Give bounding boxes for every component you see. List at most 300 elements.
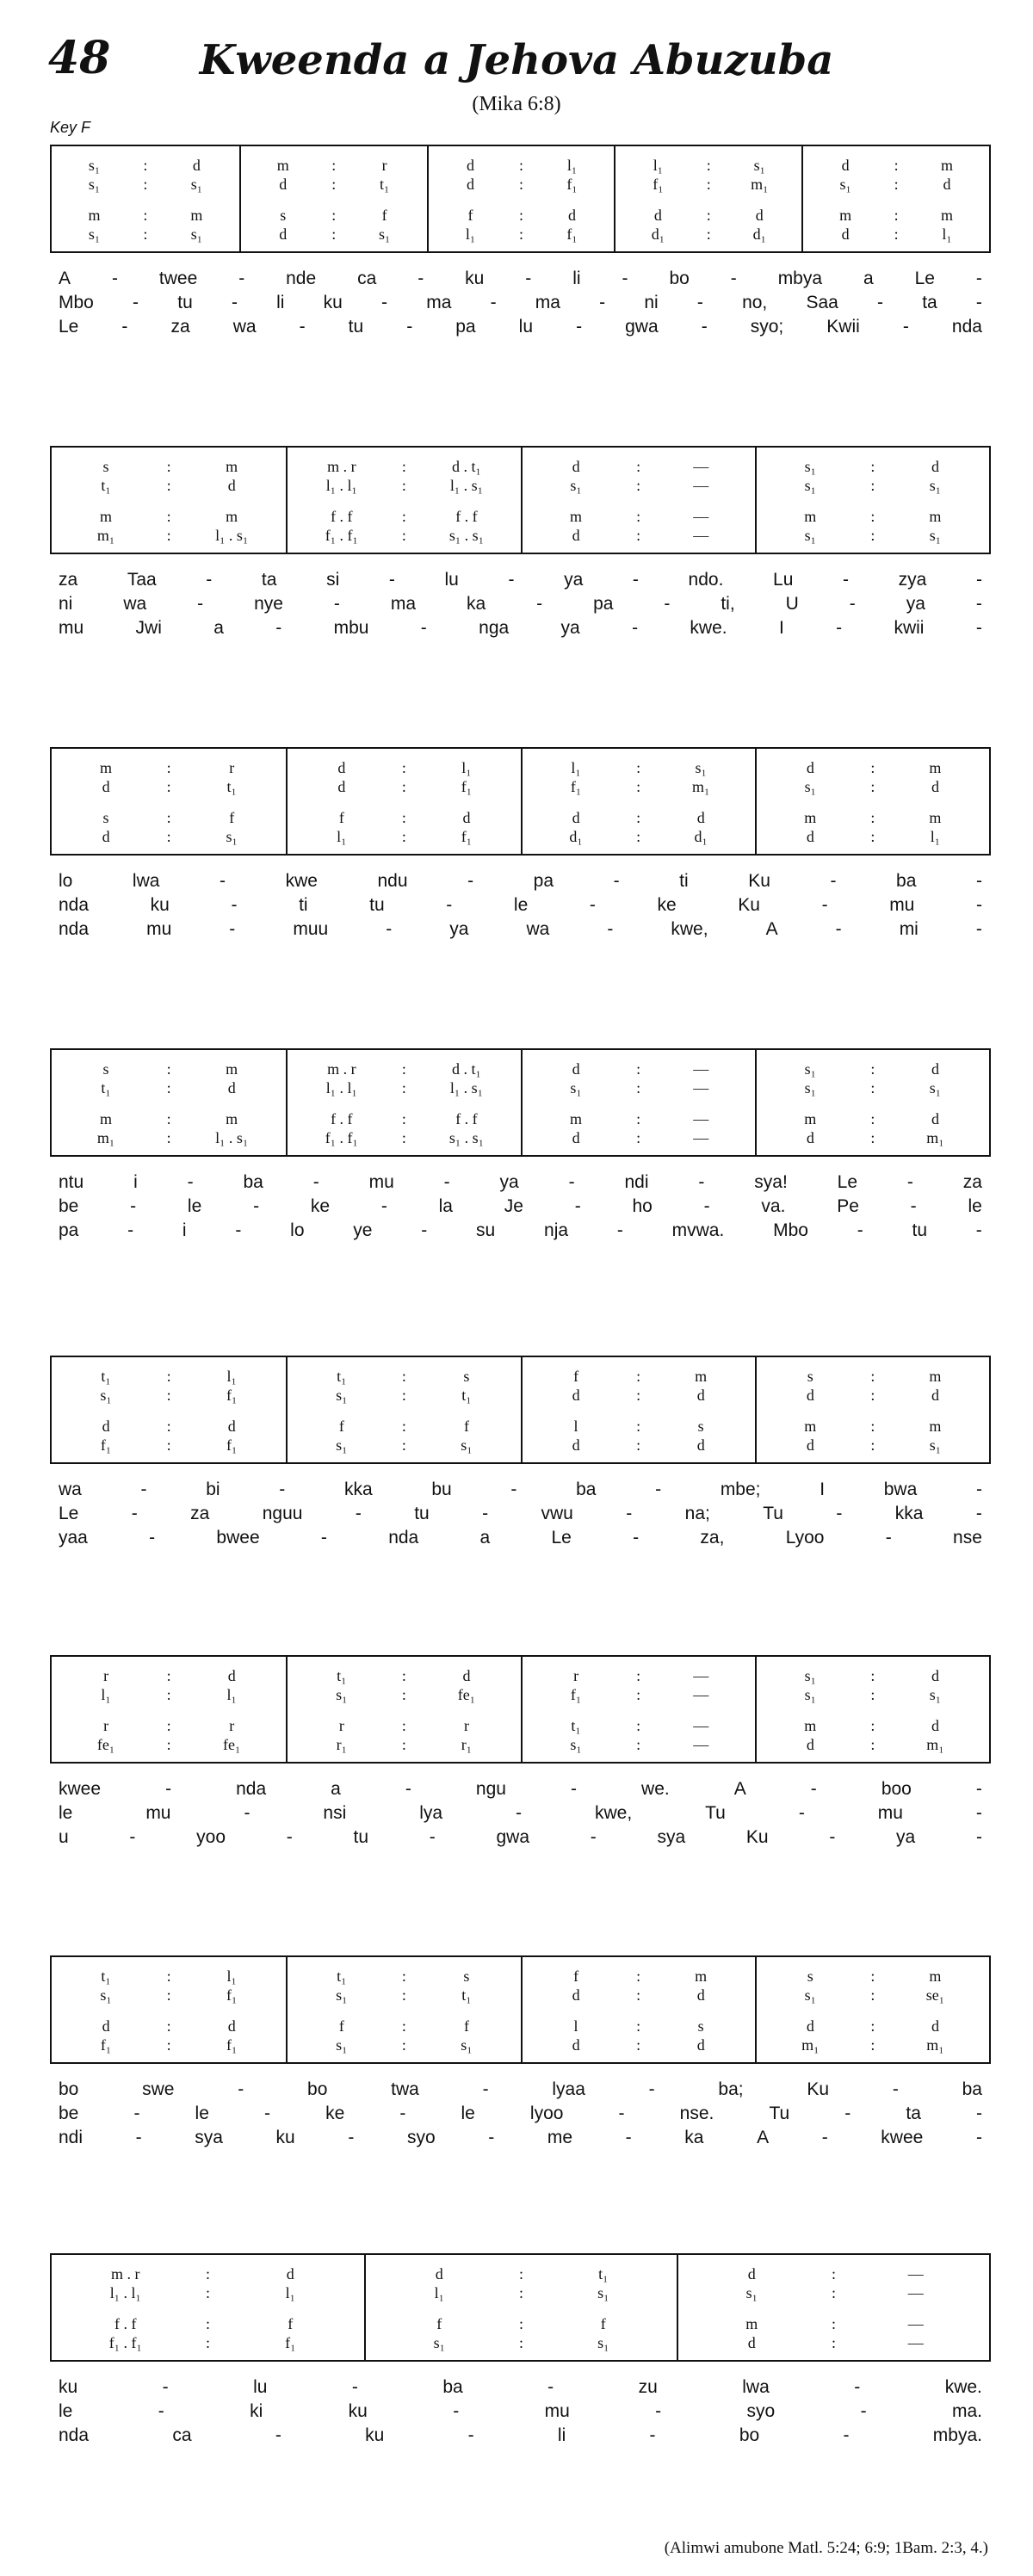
note: t₁ [461, 1387, 472, 1404]
lyric-syllable: - [140, 1480, 147, 1499]
lyric-syllable: Ku [748, 871, 770, 891]
beat-separator: : [636, 1387, 641, 1404]
lyric-syllable: be [59, 2103, 79, 2123]
voice-line [52, 176, 239, 194]
note: f₁ [226, 1986, 238, 2004]
beat-separator: : [636, 1418, 641, 1435]
lyric-syllable: - [381, 293, 388, 312]
lyric-syllable: sya [195, 2128, 223, 2147]
lyric-syllable: mu [145, 1803, 171, 1823]
beat-separator: : [870, 1129, 875, 1146]
lyric-syllable: wa [232, 317, 257, 337]
lyric-syllable: - [111, 269, 118, 288]
note: m [695, 1968, 708, 1985]
note: d [806, 759, 814, 776]
note: f . f [455, 1110, 478, 1127]
lyric-syllable: lo [290, 1220, 305, 1240]
measure [52, 1050, 286, 1155]
voice-line [288, 1418, 520, 1436]
note: m [570, 508, 583, 525]
lyric-syllable: - [275, 618, 282, 638]
lyric-syllable: - [632, 618, 639, 638]
key-signature: Key F [50, 119, 91, 136]
lyric-syllable: Le [914, 269, 935, 288]
lyric-syllable: - [231, 293, 238, 312]
lyric-syllable: lyoo [529, 2103, 564, 2123]
voice-line [288, 1436, 520, 1455]
lyric-syllable: lya [419, 1803, 443, 1823]
beat-separator: : [894, 176, 899, 193]
lyric-syllable: la [438, 1196, 453, 1216]
lyric-syllable: - [220, 871, 226, 891]
voice-line [52, 207, 239, 225]
measure [286, 1357, 520, 1462]
lyric-syllable: - [568, 1172, 575, 1192]
lyric-syllable: ku [275, 2128, 295, 2147]
notation-box [50, 145, 991, 253]
note: d [696, 2036, 705, 2054]
note: r [103, 1667, 109, 1684]
lyric-syllable: le [195, 2103, 209, 2123]
note: s₁ [804, 1986, 816, 2004]
beat-separator: : [205, 2284, 210, 2301]
beat-separator: : [205, 2265, 210, 2283]
note: d [696, 1986, 705, 2004]
lyric-syllable: - [429, 1827, 436, 1847]
voice-line [288, 1667, 520, 1685]
note: f [463, 2017, 469, 2035]
note: — [907, 2265, 924, 2283]
note: s [102, 809, 109, 826]
voice-line [288, 1079, 520, 1097]
lyric-syllable: ku [365, 2425, 385, 2445]
voice-line [288, 809, 520, 827]
voice-line [678, 2334, 989, 2352]
beat-separator: : [166, 1129, 171, 1146]
lyric-syllable: mbya. [932, 2425, 982, 2445]
voice-line [523, 1736, 755, 1754]
music-system [50, 2253, 991, 2449]
lyric-syllable: - [536, 594, 543, 614]
note: f₁ [226, 2036, 238, 2054]
lyric-syllable: Le [59, 1504, 79, 1523]
note: m₁ [926, 1129, 944, 1146]
lyric-syllable: ma [535, 293, 560, 312]
note: f [573, 1368, 579, 1385]
voice-line [757, 1436, 989, 1455]
lyric-syllable: - [231, 895, 238, 915]
note: m [929, 1968, 942, 1985]
note: m₁ [801, 2036, 820, 2054]
beat-separator: : [706, 157, 711, 174]
note: s₁ [100, 1986, 112, 2004]
voice-line [757, 2036, 989, 2054]
lyric-syllable: pa [593, 594, 614, 614]
note: s [102, 458, 109, 475]
voice-line [757, 1686, 989, 1704]
lyric-syllable: bo [739, 2425, 760, 2445]
voice-line [757, 1717, 989, 1735]
lyric-syllable: - [467, 871, 474, 891]
voice-line [757, 1079, 989, 1097]
lyric-syllable: syo; [750, 317, 784, 337]
voice-line [523, 1717, 755, 1735]
note: s₁ . s₁ [448, 527, 484, 544]
lyric-syllable: na; [684, 1504, 710, 1523]
voice-line [288, 1986, 520, 2005]
beat-separator: : [331, 225, 337, 243]
lyric-syllable: kwe, [594, 1803, 633, 1823]
voice-line [615, 225, 801, 244]
note: s₁ [929, 527, 942, 544]
voice-line [523, 1079, 755, 1097]
note: — [907, 2315, 924, 2332]
lyric-syllable: ndo. [688, 570, 724, 590]
lyric-syllable: - [877, 293, 884, 312]
beat-separator: : [401, 1968, 406, 1985]
beat-separator: : [143, 176, 148, 193]
page-header [0, 0, 1033, 138]
beat-separator: : [870, 759, 875, 776]
note: d [572, 527, 580, 544]
lyric-syllable: - [849, 594, 856, 614]
lyric-syllable: ba; [718, 2079, 744, 2099]
note: — [693, 458, 709, 475]
beat-separator: : [870, 1686, 875, 1703]
voice-line [366, 2284, 677, 2302]
lyrics-block [50, 1480, 991, 1552]
lyric-syllable: - [810, 1779, 817, 1799]
note: d . t₁ [452, 458, 481, 475]
beat-separator: : [143, 157, 148, 174]
lyric-syllable: ma [390, 594, 417, 614]
note: l₁ . l₁ [109, 2284, 141, 2301]
voice-line [757, 1368, 989, 1386]
lyric-line [50, 1220, 991, 1245]
note: l₁ [226, 1368, 237, 1385]
beat-separator: : [518, 157, 523, 174]
beat-separator: : [636, 477, 641, 494]
beat-separator: : [870, 1418, 875, 1435]
note: s₁ . s₁ [448, 1129, 484, 1146]
lyric-syllable: - [701, 317, 708, 337]
lyric-syllable: - [131, 1504, 138, 1523]
measure [286, 1657, 520, 1762]
lyric-syllable: ba [442, 2377, 463, 2397]
lyric-syllable: nda [236, 1779, 267, 1799]
voice-line [52, 527, 286, 545]
beat-separator: : [401, 759, 406, 776]
note: m₁ [926, 1736, 944, 1753]
lyric-syllable: a [863, 269, 874, 288]
lyric-syllable: si [326, 570, 340, 590]
voice-line [757, 1418, 989, 1436]
beat-separator: : [870, 1079, 875, 1096]
lyric-syllable: kwee [59, 1779, 102, 1799]
voice-line [523, 1968, 755, 1986]
beat-separator: : [166, 1418, 171, 1435]
lyric-syllable: bu [431, 1480, 452, 1499]
beat-separator: : [636, 1110, 641, 1127]
lyric-syllable: - [264, 2103, 270, 2123]
beat-separator: : [401, 1686, 406, 1703]
lyric-syllable: ya [560, 618, 580, 638]
lyric-syllable: lyaa [552, 2079, 585, 2099]
lyric-syllable: - [380, 1196, 387, 1216]
beat-separator: : [166, 1368, 171, 1385]
voice-line [757, 477, 989, 495]
lyric-syllable: Saa [806, 293, 838, 312]
note: d [806, 1436, 814, 1454]
lyric-syllable: - [418, 269, 424, 288]
lyric-syllable: ca [357, 269, 377, 288]
beat-separator: : [518, 225, 523, 243]
note: m [839, 207, 852, 224]
note: — [693, 1060, 709, 1078]
lyric-syllable: vwu [541, 1504, 573, 1523]
beat-separator: : [401, 2036, 406, 2054]
beat-separator: : [636, 1986, 641, 2004]
note: d [102, 1418, 110, 1435]
lyric-syllable: li [572, 269, 581, 288]
lyric-syllable: - [590, 1827, 597, 1847]
notation-box [50, 2253, 991, 2362]
lyric-line [50, 895, 991, 919]
lyric-syllable: - [975, 1827, 982, 1847]
beat-separator: : [401, 1986, 406, 2004]
lyric-syllable: - [798, 1803, 805, 1823]
note: d₁ [651, 225, 665, 243]
beat-separator: : [870, 1736, 875, 1753]
note: m [226, 458, 238, 475]
voice-line [52, 1686, 286, 1704]
voice-line [523, 828, 755, 846]
lyric-syllable: mu [877, 1803, 903, 1823]
lyric-syllable: - [843, 570, 850, 590]
measure [521, 1957, 755, 2062]
lyric-syllable: - [975, 919, 982, 939]
note: s₁ [804, 527, 816, 544]
voice-line [288, 1368, 520, 1386]
note: l₁ . l₁ [325, 477, 357, 494]
beat-separator: : [636, 1968, 641, 1985]
lyric-syllable: bo [669, 269, 690, 288]
beat-separator: : [636, 1436, 641, 1454]
voice-line [52, 2036, 286, 2054]
lyric-syllable: swe [142, 2079, 175, 2099]
lyric-syllable: - [975, 2103, 982, 2123]
beat-separator: : [401, 1129, 406, 1146]
note: d [931, 1060, 939, 1078]
lyric-syllable: lwa [742, 2377, 770, 2397]
lyric-syllable: za, [700, 1528, 725, 1547]
lyric-syllable: - [253, 1196, 260, 1216]
note: m₁ [692, 778, 710, 795]
note: m [929, 1418, 942, 1435]
lyric-line [50, 2377, 991, 2401]
voice-line [757, 458, 989, 476]
beat-separator: : [636, 458, 641, 475]
lyric-syllable: - [162, 2377, 169, 2397]
beat-separator: : [166, 2036, 171, 2054]
note: d [806, 1736, 814, 1753]
note: d₁ [694, 828, 708, 845]
note: s [807, 1968, 813, 1985]
measure [755, 1050, 989, 1155]
note: r [229, 759, 235, 776]
voice-line [523, 527, 755, 545]
note: m [804, 809, 817, 826]
lyric-syllable: kwe, [671, 919, 708, 939]
lyric-syllable: ki [250, 2401, 263, 2421]
note: — [693, 477, 709, 494]
lyric-syllable: - [829, 1827, 836, 1847]
note: l₁ [226, 1968, 237, 1985]
lyric-syllable: ka [466, 594, 486, 614]
lyric-syllable: - [510, 1480, 517, 1499]
lyric-syllable: - [482, 2079, 489, 2099]
voice-line [757, 527, 989, 545]
voice-line [288, 2017, 520, 2035]
voice-line [523, 1436, 755, 1455]
lyric-syllable: kwe [285, 871, 318, 891]
notation-box [50, 1655, 991, 1764]
lyric-line [50, 594, 991, 618]
voice-line [523, 759, 755, 777]
beat-separator: : [518, 176, 523, 193]
lyric-syllable: Lu [773, 570, 794, 590]
voice-line [615, 157, 801, 175]
lyric-line [50, 1779, 991, 1803]
note: d [806, 828, 814, 845]
voice-line [288, 1717, 520, 1735]
note: l₁ [465, 225, 476, 243]
lyric-syllable: nda [388, 1528, 419, 1547]
voice-line [523, 2017, 755, 2035]
lyric-syllable: Tu [769, 2103, 790, 2123]
beat-separator: : [166, 1079, 171, 1096]
lyric-syllable: - [482, 1504, 489, 1523]
hymn-title: Kweenda a Jehova Abuzuba [199, 36, 834, 84]
voice-line [757, 1387, 989, 1405]
note: d₁ [569, 828, 583, 845]
note: l₁ [930, 828, 941, 845]
measure [52, 749, 286, 854]
lyric-line [50, 269, 991, 293]
lyric-syllable: ku [59, 2377, 78, 2397]
voice-line [52, 828, 286, 846]
note: d [943, 176, 951, 193]
measure [239, 146, 427, 251]
beat-separator: : [870, 1060, 875, 1078]
measure [677, 2255, 989, 2360]
voice-line [523, 1110, 755, 1128]
lyric-syllable: - [844, 2103, 851, 2123]
note: f [467, 207, 473, 224]
beat-separator: : [166, 527, 171, 544]
note: d [192, 157, 201, 174]
note: s [697, 1418, 704, 1435]
lyric-syllable: - [279, 1480, 286, 1499]
note: l₁ [434, 2284, 444, 2301]
note: — [693, 1736, 709, 1753]
note: s₁ [336, 2036, 348, 2054]
lyric-syllable: - [618, 2103, 625, 2123]
note: l₁ [653, 157, 663, 174]
lyric-syllable: - [453, 2401, 460, 2421]
note: m [570, 1110, 583, 1127]
note: t₁ [598, 2265, 609, 2283]
note: — [693, 1129, 709, 1146]
note: f₁ [226, 1387, 238, 1404]
beat-separator: : [831, 2315, 836, 2332]
lyric-syllable: ta [906, 2103, 921, 2123]
beat-separator: : [401, 778, 406, 795]
lyric-syllable: - [406, 317, 413, 337]
lyric-syllable: ta [261, 570, 277, 590]
lyric-syllable: - [975, 1220, 982, 1240]
beat-separator: : [518, 207, 523, 224]
lyric-syllable: Pe [837, 1196, 859, 1216]
lyric-syllable: - [843, 2425, 850, 2445]
lyric-syllable: - [975, 1803, 982, 1823]
voice-line [757, 1986, 989, 2005]
note: d₁ [752, 225, 766, 243]
lyric-syllable: - [187, 1172, 194, 1192]
note: d [572, 1129, 580, 1146]
lyric-syllable: lu [253, 2377, 268, 2397]
lyric-syllable: a [331, 1779, 341, 1799]
note: m . r [111, 2265, 140, 2283]
beat-separator: : [518, 2265, 523, 2283]
measure [755, 749, 989, 854]
measure [521, 1357, 755, 1462]
note: d [435, 2265, 443, 2283]
lyric-syllable: pa [533, 871, 554, 891]
measure [755, 448, 989, 553]
lyric-syllable: - [165, 1779, 172, 1799]
lyric-syllable: - [399, 2103, 406, 2123]
voice-line [288, 477, 520, 495]
note: s₁ [929, 1436, 942, 1454]
note: r [103, 1717, 109, 1734]
note: d [227, 1079, 236, 1096]
beat-separator: : [166, 1986, 171, 2004]
voice-line [429, 225, 615, 244]
beat-separator: : [636, 1079, 641, 1096]
beat-separator: : [894, 225, 899, 243]
voice-line [288, 828, 520, 846]
beat-separator: : [401, 809, 406, 826]
voice-line [52, 1986, 286, 2005]
beat-separator: : [166, 508, 171, 525]
lyric-syllable: nda [59, 919, 90, 939]
beat-separator: : [870, 1387, 875, 1404]
note: l₁ . l₁ [325, 1079, 357, 1096]
lyric-syllable: - [446, 895, 453, 915]
lyric-syllable: ndu [377, 871, 408, 891]
beat-separator: : [205, 2315, 210, 2332]
note: d [931, 1667, 939, 1684]
lyric-syllable: - [235, 1220, 242, 1240]
note: d [755, 207, 764, 224]
lyrics-block [50, 871, 991, 943]
lyric-syllable: ku [323, 293, 343, 312]
lyric-syllable: - [158, 2401, 164, 2421]
note: s [463, 1968, 470, 1985]
lyric-syllable: mu [59, 618, 84, 638]
lyric-syllable: - [121, 317, 128, 337]
